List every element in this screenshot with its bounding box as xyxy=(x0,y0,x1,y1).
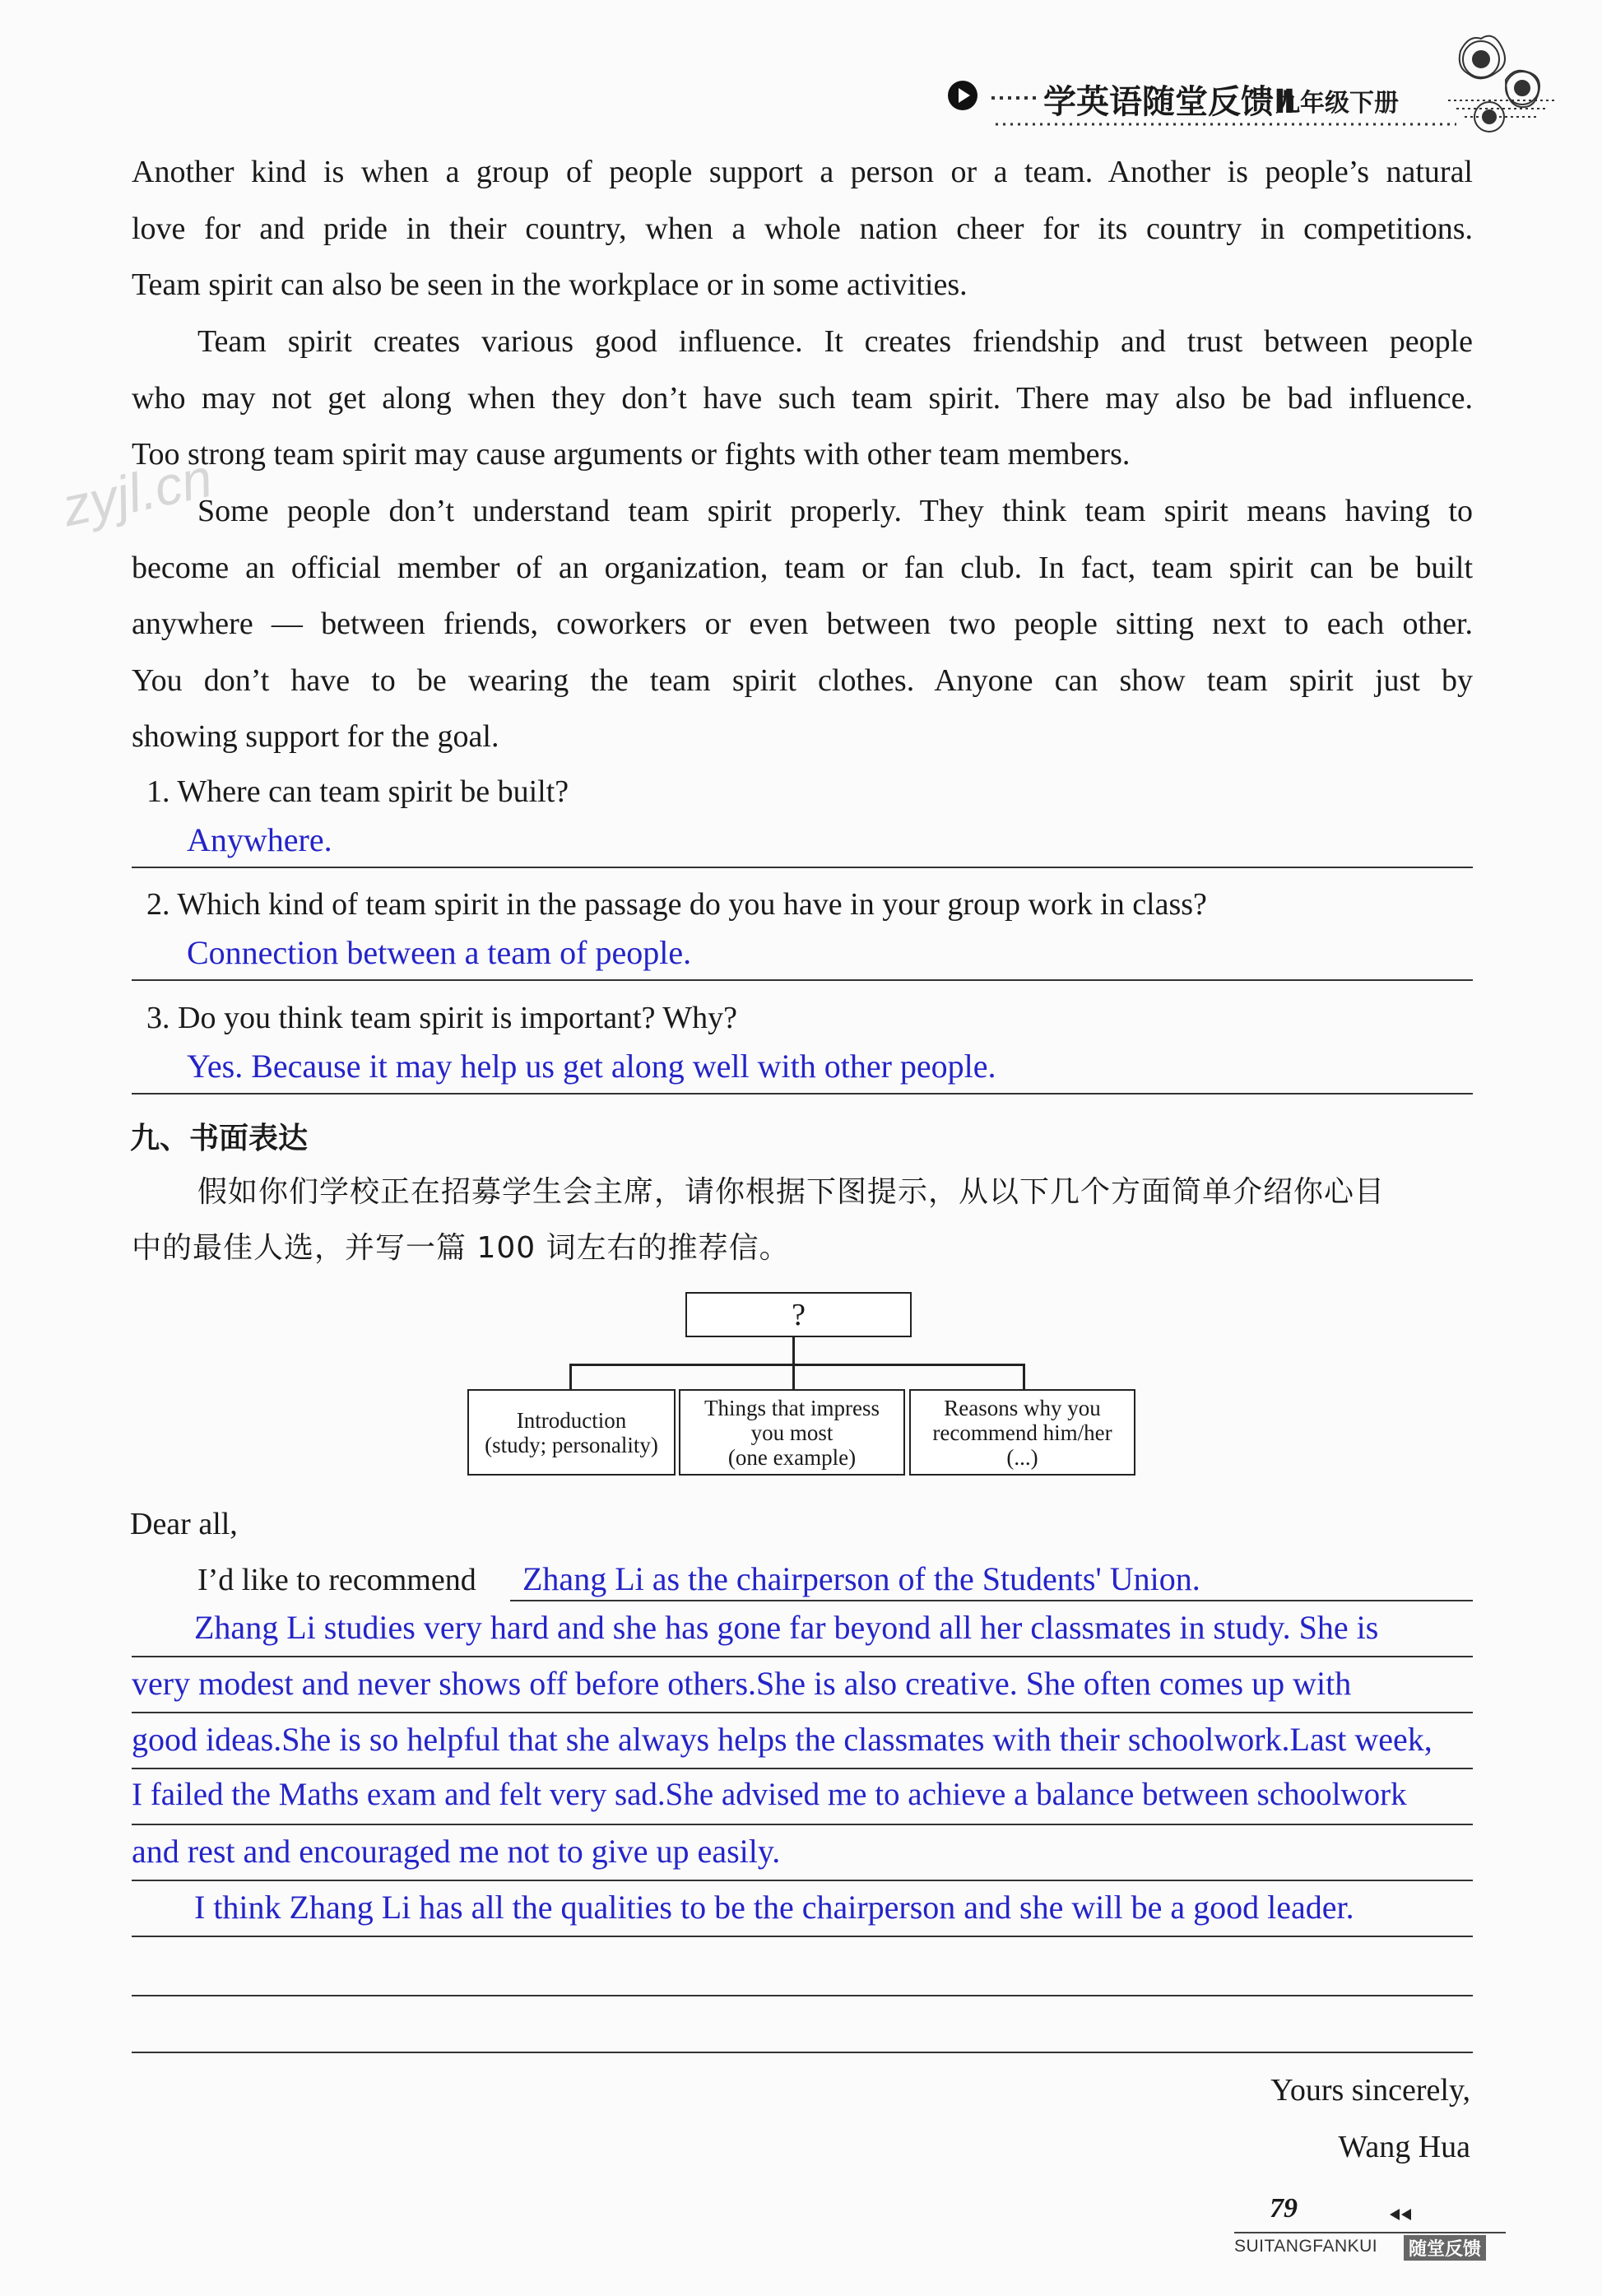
connector-line xyxy=(569,1364,572,1391)
flower-decoration-icon xyxy=(1432,18,1563,158)
diagram-box-text: recommend him/her xyxy=(932,1420,1112,1445)
connector-line xyxy=(792,1337,795,1364)
passage-line: anywhere — between friends, coworkers or even between two people sitting next to each other. xyxy=(132,607,1473,641)
letter-prompt: I’d like to recommend xyxy=(197,1563,476,1597)
footer-brand-badge: 随堂反馈 xyxy=(1404,2235,1486,2261)
letter-closing: Yours sincerely, xyxy=(1270,2073,1470,2108)
answer-text: Anywhere. xyxy=(187,821,332,858)
letter-line xyxy=(132,1656,1473,1657)
diagram-box-text: you most xyxy=(750,1420,834,1445)
letter-line xyxy=(132,1995,1473,1996)
letter-body-line: and rest and encouraged me not to give up easily. xyxy=(132,1833,781,1870)
footer-underline xyxy=(1234,2232,1506,2233)
letter-body-line: good ideas.She is so helpful that she always helps the classmates with their schoolwork.Last week, xyxy=(132,1721,1433,1758)
question-text: 1. Where can team spirit be built? xyxy=(146,774,569,809)
answer-line xyxy=(132,867,1473,868)
letter-line xyxy=(132,1712,1473,1713)
passage-line: You don’t have to be wearing the team spirit clothes. Anyone can show team spirit just by xyxy=(132,662,1473,698)
section-instruction-line: 中的最佳人选，并写一篇 100 词左右的推荐信。 xyxy=(132,1231,790,1265)
answer-text: Yes. Because it may help us get along well with other people. xyxy=(187,1048,996,1085)
letter-line xyxy=(132,2052,1473,2053)
diagram-top-box xyxy=(685,1292,912,1337)
footer-brand: SUITANGFANKUI xyxy=(1234,2237,1378,2256)
passage-paragraph-3 xyxy=(132,483,1473,765)
passage-line: Too strong team spirit may cause arguments or fights with other team members. xyxy=(132,437,1131,472)
diagram-box-text: (...) xyxy=(1006,1444,1038,1470)
letter-prompt-answer: Zhang Li as the chairperson of the Students' Union. xyxy=(522,1560,1200,1597)
letter-body-line: very modest and never shows off before others.She is also creative. She often comes up with xyxy=(132,1665,1352,1702)
answer-line xyxy=(132,1093,1473,1095)
connector-line xyxy=(569,1364,1024,1366)
passage-line: Another kind is when a group of people support a person or a team. Another is people’s natural xyxy=(132,155,1473,189)
letter-body-line: I think Zhang Li has all the qualities to be the chairperson and she will be a good leader. xyxy=(194,1889,1354,1926)
diagram-box-things-that-impress xyxy=(679,1389,905,1476)
letter-line xyxy=(132,1936,1473,1937)
passage-paragraph-1 xyxy=(132,144,1473,314)
double-left-arrow-icon xyxy=(1386,2207,1416,2222)
diagram-box-text: (study; personality) xyxy=(485,1432,658,1457)
passage-line: Team spirit creates various good influence. It creates friendship and trust between people xyxy=(197,324,1473,359)
page-number: 79 xyxy=(1270,2193,1298,2224)
watermark: zyjl.cn xyxy=(57,446,218,538)
letter-line xyxy=(132,1880,1473,1881)
letter-salutation: Dear all, xyxy=(130,1507,238,1541)
header-subtitle: 九年级下册 xyxy=(1275,89,1399,118)
letter-line xyxy=(132,1824,1473,1825)
diagram-box-reasons xyxy=(909,1389,1135,1476)
passage-line: Some people don’t understand team spirit properly. They think team spirit means having to xyxy=(197,494,1473,528)
diagram-box-text: Introduction xyxy=(516,1407,627,1433)
passage-line: become an official member of an organization, team or fan club. In fact, team spirit can be built xyxy=(132,550,1473,585)
play-icon xyxy=(946,79,979,112)
diagram-top-label: ? xyxy=(792,1297,806,1332)
section-instruction-line: 假如你们学校正在招募学生会主席，请你根据下图提示，从以下几个方面简单介绍你心目 xyxy=(197,1175,1386,1209)
connector-line xyxy=(1023,1364,1025,1391)
header-title: 学英语随堂反馈Ⅱ xyxy=(1043,83,1296,121)
diagram-box-text: (one example) xyxy=(727,1444,857,1470)
diagram-box-text: Reasons why you xyxy=(944,1395,1101,1420)
letter-body-line: Zhang Li studies very hard and she has gone far beyond all her classmates in study. She is xyxy=(194,1609,1379,1646)
header-underline xyxy=(996,122,1456,127)
question-text: 2. Which kind of team spirit in the passage do you have in your group work in class? xyxy=(146,887,1207,922)
passage-paragraph-2 xyxy=(132,314,1473,483)
diagram-box-text: Things that impress xyxy=(704,1395,880,1420)
diagram-box-introduction xyxy=(467,1389,676,1476)
dotted-leader xyxy=(991,95,1041,100)
passage-line: who may not get along when they don’t have such team spirit. There may also be bad influence. xyxy=(132,380,1473,416)
letter-body-line: I failed the Maths exam and felt very sad.She advised me to achieve a balance between schoolwork xyxy=(132,1777,1407,1812)
passage-line: love for and pride in their country, when a whole nation cheer for its country in competitions. xyxy=(132,211,1473,246)
letter-line xyxy=(510,1600,1473,1601)
answer-line xyxy=(132,979,1473,981)
answer-text: Connection between a team of people. xyxy=(187,934,692,971)
letter-line xyxy=(132,1768,1473,1769)
question-text: 3. Do you think team spirit is important? Why? xyxy=(146,1001,738,1035)
passage-line: Team spirit can also be seen in the workplace or in some activities. xyxy=(132,267,968,302)
letter-signature: Wang Hua xyxy=(1338,2130,1470,2164)
passage-line: showing support for the goal. xyxy=(132,719,499,754)
connector-line xyxy=(792,1364,795,1391)
section-heading: 九、书面表达 xyxy=(130,1122,309,1155)
